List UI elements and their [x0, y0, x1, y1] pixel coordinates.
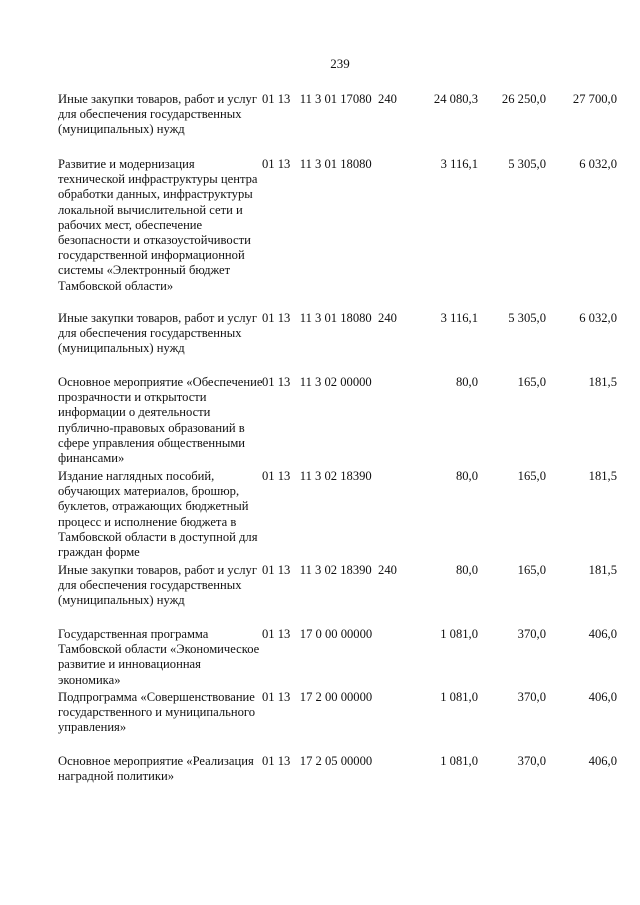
row-code: 01 13 11 3 01 18080 240	[262, 311, 397, 325]
row-name: Иные закупки товаров, работ и услуг для обеспечения государственных (муниципальных) нужд	[58, 92, 258, 137]
row-amount-2: 370,0	[517, 627, 546, 641]
row-code: 01 13 17 2 05 00000	[262, 754, 373, 768]
row-name: Развитие и модернизация технической инфраструктуры центра обработки данных, инфраструктуры локальной вычислительной сети и рабочих мест, обеспечение безопасности и отказоустойчивости государственной информационной системы «Электронный бюджет Тамбовской области»	[58, 157, 258, 293]
row-name: Основное мероприятие «Реализация наградной политики»	[58, 754, 254, 784]
row-amount-3: 406,0	[588, 627, 617, 641]
row-amount-2: 26 250,0	[501, 92, 546, 106]
row-code: 01 13 17 0 00 00000	[262, 627, 373, 641]
row-amount-1: 80,0	[455, 469, 478, 483]
row-amount-2: 5 305,0	[508, 157, 546, 171]
row-amount-3: 6 032,0	[579, 157, 617, 171]
row-amount-1: 3 116,1	[440, 157, 478, 171]
row-amount-1: 1 081,0	[440, 627, 478, 641]
row-amount-3: 406,0	[588, 754, 617, 768]
row-name: Иные закупки товаров, работ и услуг для обеспечения государственных (муниципальных) нужд	[58, 311, 258, 356]
row-code: 01 13 11 3 02 18390 240	[262, 563, 397, 577]
row-amount-1: 80,0	[455, 563, 478, 577]
row-amount-2: 165,0	[517, 469, 546, 483]
page-number: 239	[330, 56, 350, 71]
row-amount-3: 181,5	[588, 563, 617, 577]
row-amount-3: 181,5	[588, 469, 617, 483]
row-code: 01 13 11 3 01 18080	[262, 157, 372, 171]
row-name: Государственная программа Тамбовской области «Экономическое развитие и инновационная экономика»	[58, 627, 260, 687]
row-code: 01 13 11 3 02 18390	[262, 469, 372, 483]
row-amount-1: 80,0	[455, 375, 478, 389]
row-amount-1: 1 081,0	[440, 754, 478, 768]
row-amount-2: 370,0	[517, 754, 546, 768]
row-amount-2: 165,0	[517, 375, 546, 389]
row-name: Издание наглядных пособий, обучающих материалов, брошюр, буклетов, отражающих бюджетный процесс и исполнение бюджета в Тамбовской области в доступной для граждан форме	[58, 469, 258, 560]
row-amount-3: 6 032,0	[579, 311, 617, 325]
row-amount-1: 3 116,1	[440, 311, 478, 325]
row-name: Основное мероприятие «Обеспечение прозрачности и открытости информации о деятельности публично-правовых образований в сфере управления общественными финансами»	[58, 375, 263, 466]
row-name: Иные закупки товаров, работ и услуг для обеспечения государственных (муниципальных) нужд	[58, 563, 258, 608]
row-amount-2: 370,0	[517, 690, 546, 704]
row-amount-3: 27 700,0	[572, 92, 617, 106]
row-amount-3: 181,5	[588, 375, 617, 389]
row-amount-2: 5 305,0	[508, 311, 546, 325]
row-amount-3: 406,0	[588, 690, 617, 704]
row-code: 01 13 17 2 00 00000	[262, 690, 373, 704]
row-amount-1: 1 081,0	[440, 690, 478, 704]
row-name: Подпрограмма «Совершенствование государственного и муниципального управления»	[58, 690, 256, 735]
row-code: 01 13 11 3 01 17080 240	[262, 92, 397, 106]
row-amount-1: 24 080,3	[433, 92, 478, 106]
row-code: 01 13 11 3 02 00000	[262, 375, 372, 389]
row-amount-2: 165,0	[517, 563, 546, 577]
